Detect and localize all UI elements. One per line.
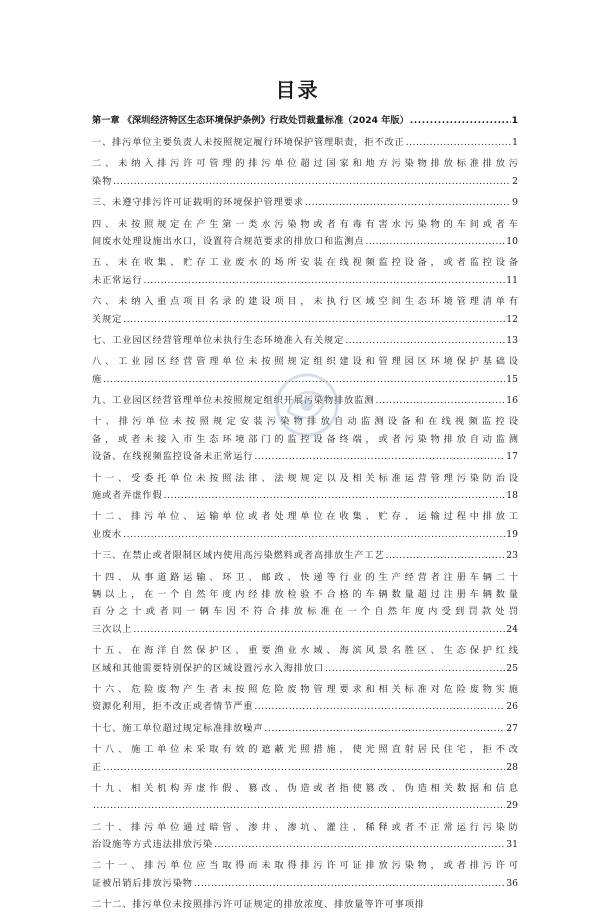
toc-entry-line xyxy=(92,293,518,310)
toc-entry-line xyxy=(92,875,518,892)
toc-entry-text: 十一、受委托单位未按照法律、法规规定以及相关标准运营管理污染防治设 xyxy=(92,472,518,484)
toc-entry[interactable] xyxy=(92,896,518,913)
chapter-label: 第一章 《深圳经济特区生态环境保护条例》行政处罚裁量标准（2024 年版） xyxy=(92,115,409,126)
toc-page-number: 16 xyxy=(506,395,518,407)
toc-entries xyxy=(92,134,518,918)
toc-entry-line xyxy=(92,254,518,271)
toc-entry-text: 六、未纳入重点项目名录的建设项目，未执行区域空间生态环境管理清单有 xyxy=(92,296,518,308)
toc-entry[interactable] xyxy=(92,569,518,639)
toc-entry-text: 资源化利用，拒不改正或者情节严重 xyxy=(92,701,254,713)
toc-entry-text: 十九、相关机构弄虚作假、篡改、伪造或者指使篡改、伪造相关数据和信息 xyxy=(92,782,518,794)
toc-entry-line xyxy=(92,797,518,814)
toc-entry-line xyxy=(92,526,518,543)
dot-leader xyxy=(365,233,505,250)
toc-entry[interactable] xyxy=(92,642,518,677)
toc-entry-text: 一、排污单位主要负责人未按照规定履行环境保护管理职责，拒不改正 xyxy=(92,137,405,148)
toc-entry-text: 治设施等方式违法排放污染 xyxy=(92,839,214,851)
toc-entry-line xyxy=(92,896,518,913)
toc-page-number: 13 xyxy=(506,334,518,346)
toc-page-number: 27 xyxy=(506,722,518,734)
toc-entry-text: 十、排污单位未按照规定安装污染物排放自动监测设备和在线视频监控设 xyxy=(92,416,518,428)
dot-leader xyxy=(325,660,505,677)
toc-entry[interactable] xyxy=(92,741,518,776)
toc-page-number: 31 xyxy=(506,839,518,851)
dot-leader xyxy=(406,134,511,151)
toc-entry-text: 施 xyxy=(92,373,103,385)
toc-entry-line xyxy=(92,857,518,874)
toc-entry-text: 三次以上 xyxy=(92,623,133,635)
toc-entry-line xyxy=(92,642,518,659)
toc-entry-text: 十四、从事道路运输、环卫、邮政、快递等行业的生产经营者注册车辆二十 xyxy=(92,571,518,583)
dot-leader xyxy=(123,311,505,328)
toc-entry-line xyxy=(92,311,518,328)
toc-entry-text: 设备、在线视频监控设备未正常运行 xyxy=(92,451,254,463)
dot-leader xyxy=(305,194,511,211)
toc-entry-text: 证被吊销后排放污染物 xyxy=(92,877,193,889)
toc-page-number: 12 xyxy=(506,313,518,325)
toc-entry-line xyxy=(92,547,518,564)
toc-page-number: 9 xyxy=(512,197,518,209)
toc-page-number: 28 xyxy=(506,761,518,773)
toc-entry-text: 未正常运行 xyxy=(92,274,143,286)
toc-page-number: 29 xyxy=(506,800,518,812)
toc-entry-line xyxy=(92,233,518,250)
toc-entry-text: 十三、在禁止或者限制区域内使用高污染燃料或者高排放生产工艺 xyxy=(92,550,385,562)
toc-page-number: 11 xyxy=(506,274,518,286)
toc-entry[interactable] xyxy=(92,254,518,289)
toc-entry[interactable] xyxy=(92,547,518,564)
toc-entry[interactable] xyxy=(92,134,518,151)
toc-entry-line xyxy=(92,586,518,603)
toc-entry-line xyxy=(92,681,518,698)
toc-entry-line xyxy=(92,660,518,677)
toc-entry-line xyxy=(92,836,518,853)
toc-entry-text: 三、未遵守排污许可证载明的环境保护管理要求 xyxy=(92,197,304,209)
dot-leader xyxy=(93,797,505,814)
toc-entry-line xyxy=(92,720,518,737)
toc-entry-text: 十七、施工单位超过规定标准排放噪声 xyxy=(92,722,264,734)
toc-entry-line xyxy=(92,741,518,758)
toc-entry[interactable] xyxy=(92,293,518,328)
dot-leader xyxy=(345,332,505,349)
toc-entry-text: 七、工业园区经营管理单位未执行生态环境准入有关规定 xyxy=(92,334,345,346)
toc-entry-line xyxy=(92,173,518,190)
toc-entry-line xyxy=(92,194,518,211)
toc-entry-line xyxy=(92,698,518,715)
dot-leader xyxy=(254,698,505,715)
toc-entry-line xyxy=(92,216,518,233)
toc-entry[interactable] xyxy=(92,155,518,190)
dot-leader xyxy=(133,621,505,638)
toc-entry[interactable] xyxy=(92,720,518,737)
toc-entry[interactable] xyxy=(92,819,518,854)
dot-leader xyxy=(164,487,506,504)
toc-entry-line xyxy=(92,603,518,620)
toc-entry-text: 区域和其他需要特别保护的区域设置污水入海排放口 xyxy=(92,662,325,674)
toc-entry-text: 九、工业园区经营管理单位未按照规定组织开展污染物排放监测 xyxy=(92,395,375,407)
toc-page-number: 24 xyxy=(506,623,518,635)
toc-entry-text: 十八、施工单位未采取有效的遮蔽光照措施，使光照直射居民住宅，拒不改 xyxy=(92,744,518,756)
toc-entry[interactable] xyxy=(92,470,518,505)
toc-entry-line xyxy=(92,569,518,586)
dot-leader xyxy=(214,836,505,853)
toc-entry-line xyxy=(92,759,518,776)
toc-entry-line xyxy=(92,508,518,525)
dot-leader xyxy=(143,272,505,289)
dot-leader xyxy=(194,875,505,892)
chapter-page-number: 1 xyxy=(511,115,518,126)
toc-entry-text: 十六、危险废物产生者未按照危险废物管理要求和相关标准对危险废物实施 xyxy=(92,683,518,695)
toc-entry[interactable] xyxy=(92,194,518,211)
toc-page-number: 15 xyxy=(506,373,518,385)
toc-page-number: 1 xyxy=(512,137,518,148)
toc-entry-text: 正 xyxy=(92,761,103,773)
toc-page-number: 10 xyxy=(506,235,518,247)
dot-leader xyxy=(386,547,506,564)
toc-page-number: 17 xyxy=(506,451,518,463)
toc-entry-text: 业废水 xyxy=(92,528,123,540)
toc-entry-text: 百分之十或者同一辆车因不符合排放标准在一个自然年度内受到罚款处罚 xyxy=(92,606,518,618)
toc-page-number: 19 xyxy=(506,528,518,540)
dot-leader xyxy=(375,392,505,409)
toc-entry-line xyxy=(92,470,518,487)
toc-entry-text: 关规定 xyxy=(92,313,123,325)
toc-entry-line xyxy=(92,621,518,638)
toc-entry-line xyxy=(92,819,518,836)
toc-entry-line xyxy=(92,332,518,349)
toc-entry-text: 间废水处理设施出水口，设置符合规范要求的排放口和监测点 xyxy=(92,235,365,247)
toc-entry-line xyxy=(92,780,518,797)
toc-page-number: 25 xyxy=(506,662,518,674)
dot-leader xyxy=(113,173,511,190)
toc-entry-text: 备，或者未接入市生态环境部门的监控设备终端，或者污染物排放自动监测 xyxy=(92,433,518,445)
toc-page-number: 23 xyxy=(506,550,518,562)
toc-entry-text: 二十二、排污单位未按照排污许可证规定的排放浓度、排放量等许可事项排 xyxy=(92,899,425,911)
toc-page-number: 2 xyxy=(512,175,518,187)
toc-entry-text: 二、未纳入排污许可管理的排污单位超过国家和地方污染物排放标准排放污 xyxy=(92,158,518,170)
toc-entry[interactable] xyxy=(92,332,518,349)
toc-entry-text: 十二、排污单位、运输单位或者处理单位在收集、贮存、运输过程中排放工 xyxy=(92,511,518,523)
toc-entry[interactable] xyxy=(92,216,518,251)
toc-entry-line xyxy=(92,487,518,504)
toc-entry-line xyxy=(92,134,518,151)
dot-leader xyxy=(410,114,511,127)
toc-entry-text: 二十、排污单位通过暗管、渗井、渗坑、灌注、稀释或者不正常运行污染防 xyxy=(92,821,518,833)
toc-page-number: 18 xyxy=(506,490,518,502)
toc-entry-line xyxy=(92,155,518,172)
toc-entry-line xyxy=(92,272,518,289)
toc-entry[interactable] xyxy=(92,857,518,892)
toc-entry-text: 十五、在海洋自然保护区、重要渔业水域、海滨风景名胜区、生态保护红线 xyxy=(92,645,518,657)
toc-entry[interactable] xyxy=(92,681,518,716)
dot-leader xyxy=(103,759,505,776)
toc-entry[interactable] xyxy=(92,508,518,543)
dot-leader xyxy=(265,720,506,737)
toc-entry[interactable] xyxy=(92,780,518,815)
toc-entry-text: 五、未在收集、贮存工业废水的场所安装在线视频监控设备，或者监控设备 xyxy=(92,257,518,269)
dot-leader xyxy=(123,526,505,543)
toc-entry-text: 染物 xyxy=(92,175,113,187)
entry-spacer xyxy=(92,914,518,918)
toc-entry-line xyxy=(92,448,518,465)
toc-entry-text: 施或者弄虚作假 xyxy=(92,490,163,502)
toc-entry-text: 八、工业园区经营管理单位未按照规定组织建设和管理园区环境保护基础设 xyxy=(92,356,518,368)
toc-page-number: 36 xyxy=(506,877,518,889)
page-title: 目录 xyxy=(275,78,320,102)
chapter-heading[interactable] xyxy=(92,114,518,127)
toc-entry-text: 二十一、排污单位应当取得而未取得排污许可证排放污染物，或者排污许可 xyxy=(92,860,518,872)
toc-page-number: 26 xyxy=(506,701,518,713)
toc-entry-text: 辆以上，在一个自然年度内经排放检验不合格的车辆数量超过注册车辆数量 xyxy=(92,588,518,600)
toc-entry-text: 四、未按照规定在产生第一类水污染物或者有毒有害水污染物的车间或者车 xyxy=(92,218,518,230)
